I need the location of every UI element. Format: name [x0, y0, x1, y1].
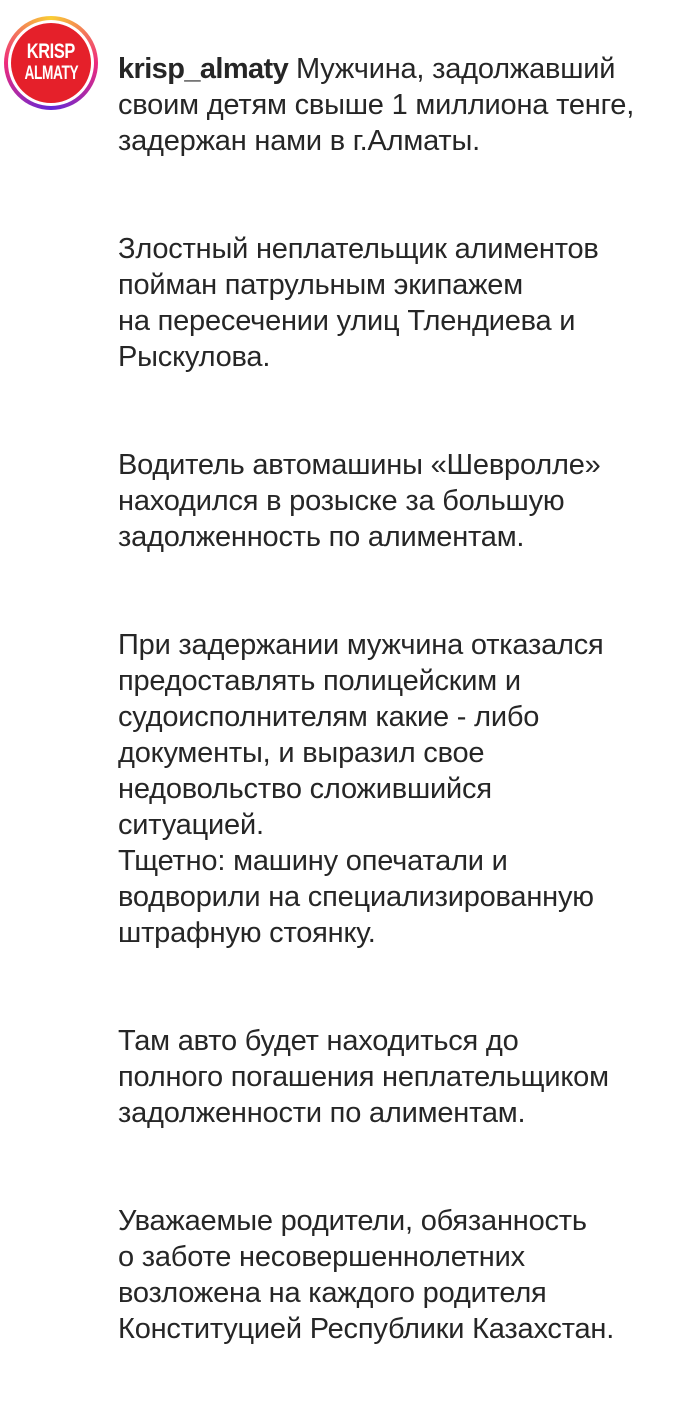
avatar-logo-line1: KRISP: [26, 40, 76, 63]
caption-paragraph-1: [118, 51, 698, 159]
caption-text: [118, 15, 698, 1419]
avatar-story-ring[interactable]: [4, 16, 98, 110]
caption-paragraph-5: Там авто будет находиться до полного погашения неплательщиком задолженности по алиментам.: [118, 1025, 609, 1129]
avatar[interactable]: [11, 23, 91, 103]
avatar-logo-line2: ALMATY: [24, 63, 78, 84]
caption-paragraph-6: Уважаемые родители, обязанность о заботе несовершеннолетних возложена на каждого родителя Конституцией Республики Казахстан.: [118, 1205, 615, 1345]
caption-first-text: Мужчина, задолжавший своим детям свыше 1 миллиона тенге, задержан нами в г.Алматы.: [118, 53, 635, 157]
caption-paragraph-4: При задержании мужчина отказался предоставлять полицейским и судоисполнителям какие - либо документы, и выразил свое недовольство сложившийся ситуацией. Тщетно: машину опечатали и водворили на специализированную штрафную стоянку.: [118, 629, 604, 949]
caption-paragraph-3: Водитель автомашины «Шевролле» находился в розыске за большую задолженность по алиментам.: [118, 449, 601, 553]
avatar-border: [8, 20, 94, 106]
username-link[interactable]: krisp_almaty: [118, 53, 289, 85]
caption-paragraph-2: Злостный неплательщик алиментов пойман патрульным экипажем на пересечении улиц Тлендиева и Рыскулова.: [118, 233, 599, 373]
